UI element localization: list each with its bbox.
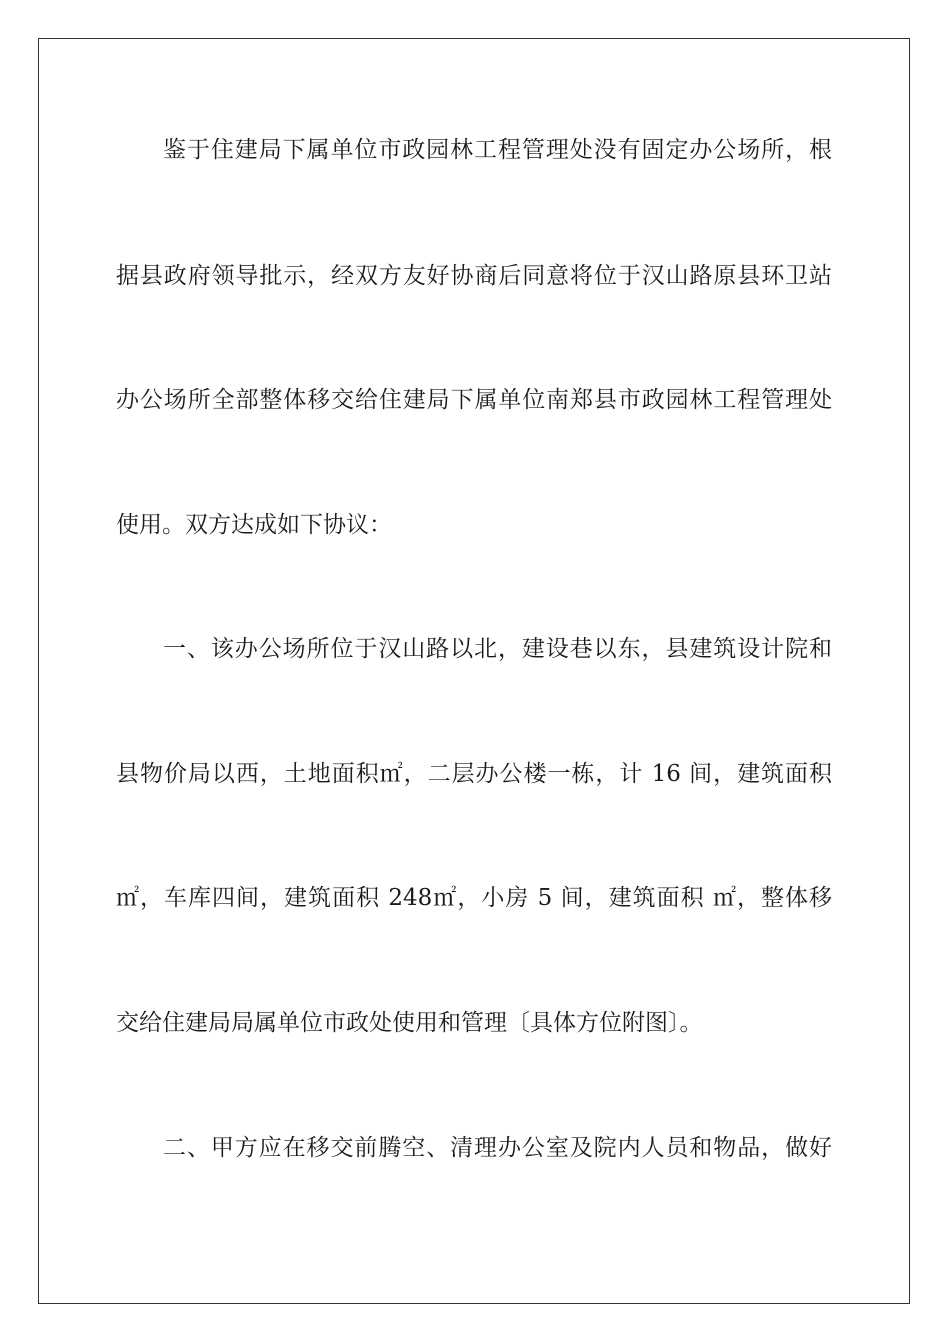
clause-one-line-3: ㎡，车库四间，建筑面积 248㎡，小房 5 间，建筑面积 ㎡，整体移: [116, 885, 832, 911]
paragraph-intro-line-1: 鉴于住建局下属单位市政园林工程管理处没有固定办公场所，根: [163, 137, 832, 163]
clause-two-line-1: 二、甲方应在移交前腾空、清理办公室及院内人员和物品，做好: [163, 1135, 832, 1161]
clause-one-line-1: 一、该办公场所位于汉山路以北，建设巷以东，县建筑设计院和: [163, 636, 832, 662]
page-border: [38, 38, 910, 1304]
paragraph-intro-line-2: 据县政府领导批示，经双方友好协商后同意将位于汉山路原县环卫站: [116, 263, 832, 289]
paragraph-intro-line-3: 办公场所全部整体移交给住建局下属单位南郑县市政园林工程管理处: [116, 387, 832, 413]
clause-one-line-4: 交给住建局局属单位市政处使用和管理〔具体方位附图〕。: [116, 1010, 703, 1036]
clause-one-line-2: 县物价局以西，土地面积㎡，二层办公楼一栋，计 16 间，建筑面积: [116, 761, 832, 787]
paragraph-intro-line-4: 使用。双方达成如下协议：: [116, 512, 392, 538]
